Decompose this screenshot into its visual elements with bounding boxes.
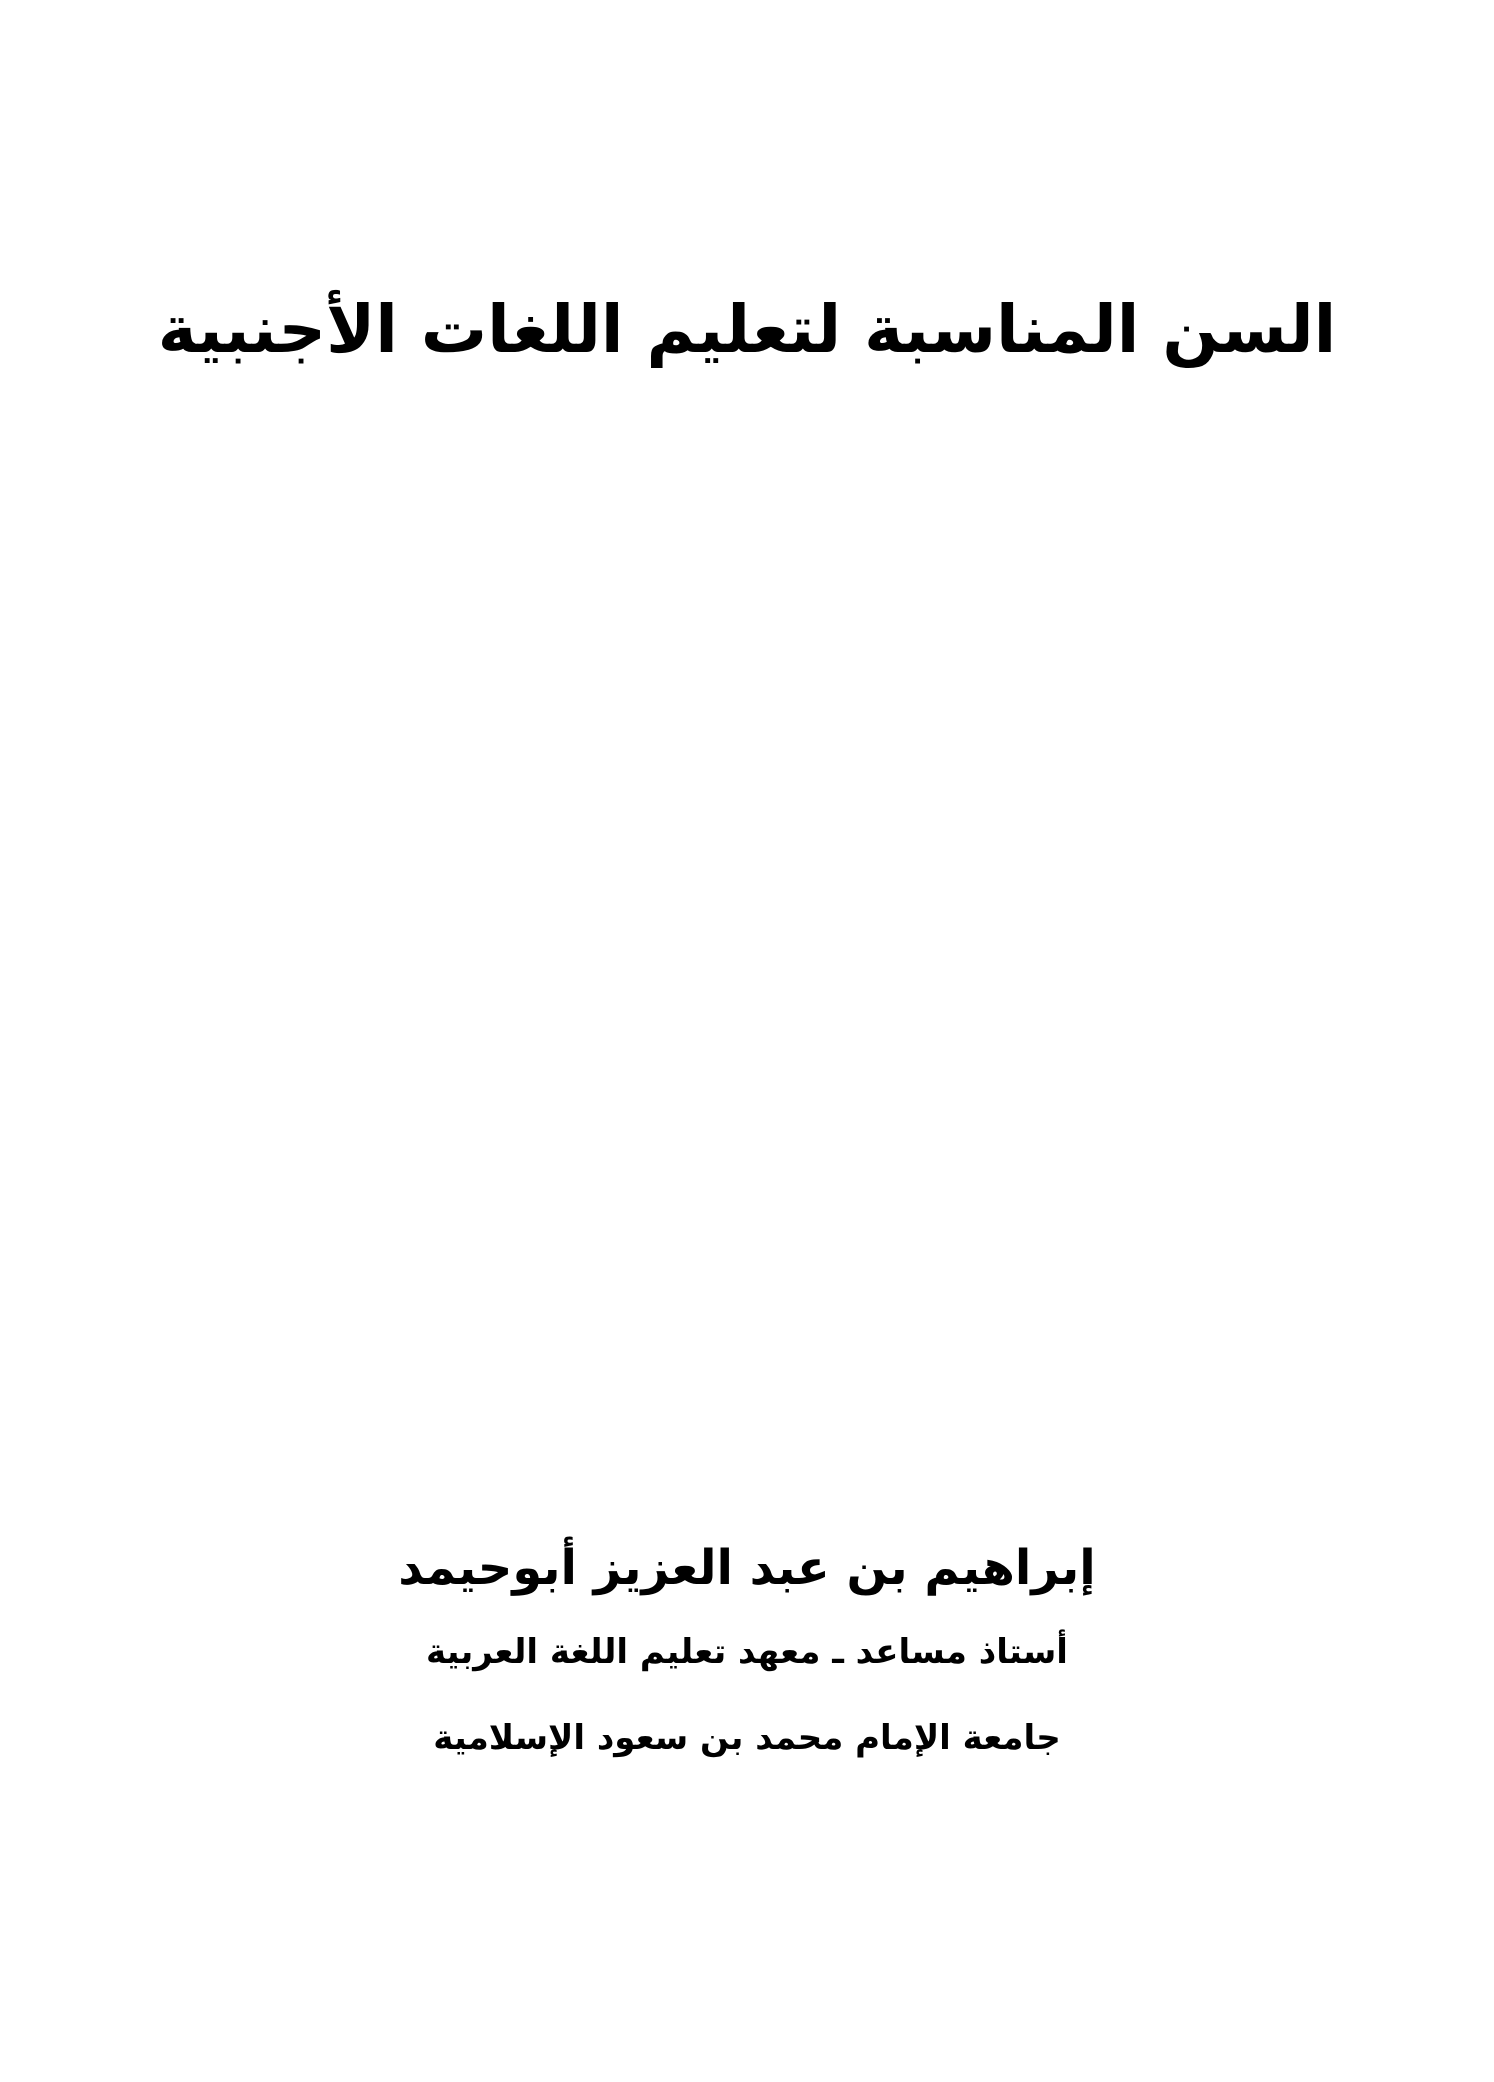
author-block	[0, 1540, 1494, 1805]
document-title: السن المناسبة لتعليم اللغات الأجنبية	[157, 291, 1337, 368]
author-institution: جامعة الإمام محمد بن سعود الإسلامية	[433, 1718, 1061, 1759]
author-name: إبراهيم بن عبد العزيز أبوحيمد	[398, 1540, 1096, 1596]
author-position: أستاذ مساعد ـ معهد تعليم اللغة العربية	[426, 1631, 1068, 1672]
